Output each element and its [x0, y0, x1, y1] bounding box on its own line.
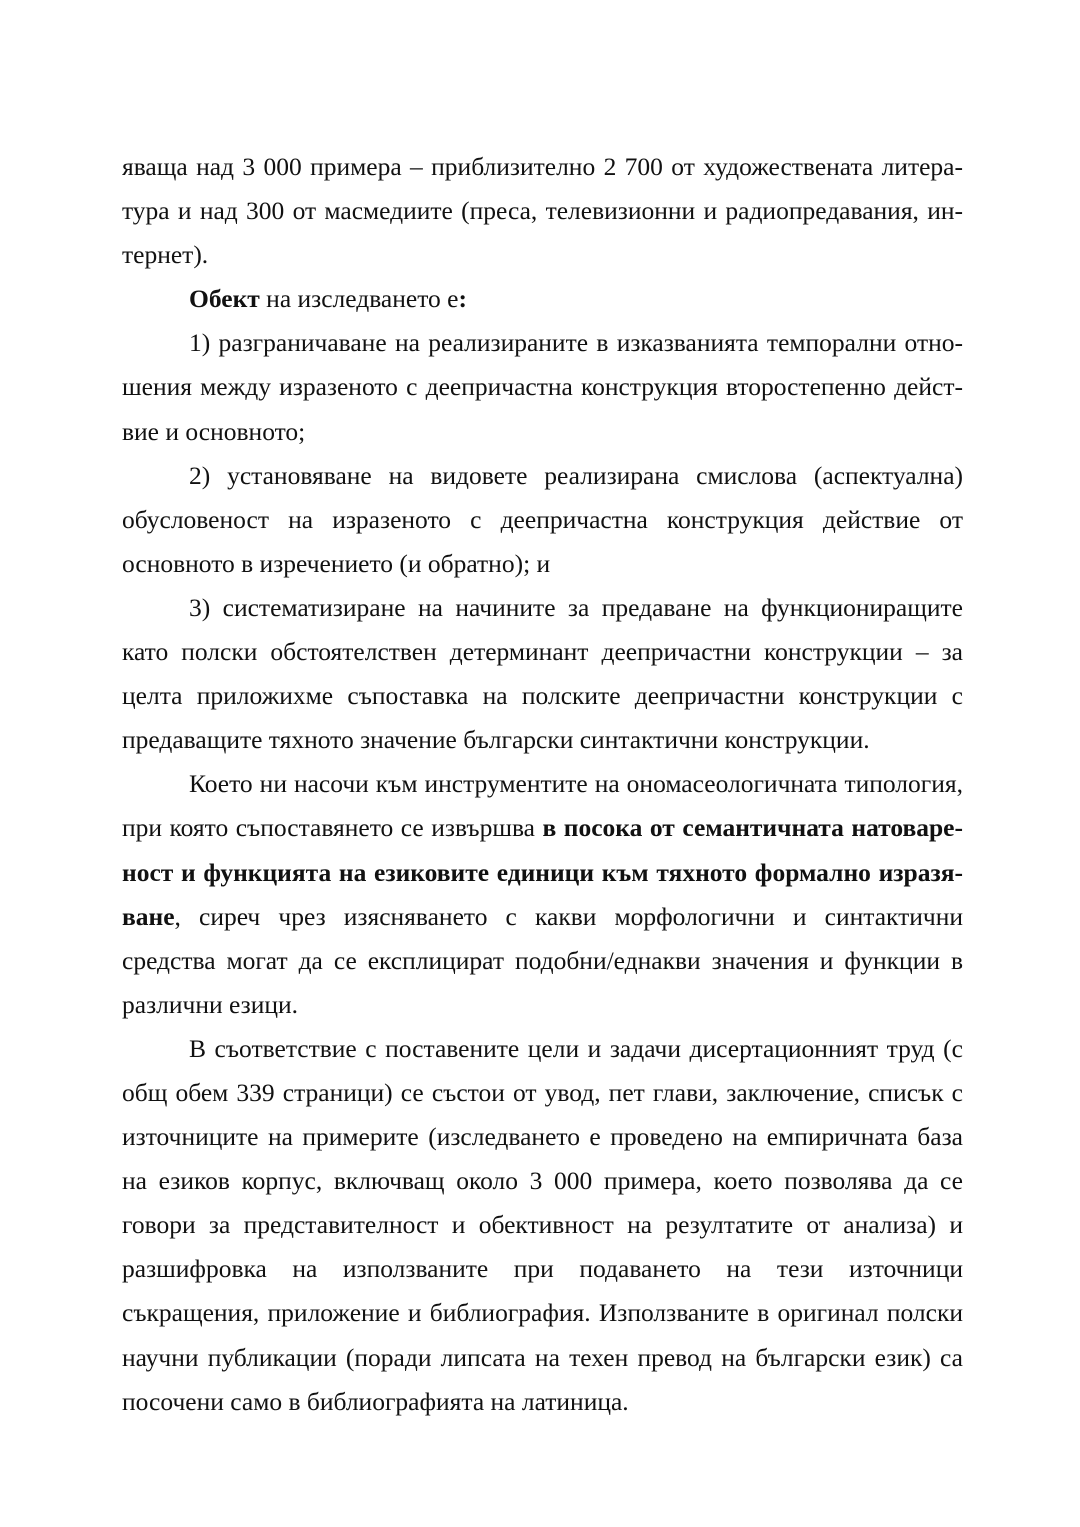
- list-item-1: 1) разграничаване на реализираните в изказванията темпорални отношения между изразеното с деепричастна конструкция второстепенно действие и основното;: [122, 328, 963, 446]
- research-object-colon: :: [458, 284, 467, 314]
- paragraph-onomasiology: [122, 762, 963, 1027]
- paragraph-dissertation-structure: В съответствие с поставените цели и задачи дисертационният труд (с общ обем 339 страници) се състои от увод, пет глави, заключение, списък с източниците на примерите (изследването е проведено на емпиричната база на езиков корпус, включващ около 3 000 примера, което позволява да се говори за представителност и обективност на резултатите от анализа) и разшифровка на използваните при подаването на тези източници съкращения, приложение и библиография. Използваните в оригинал полски научни публикации (поради липсата на техен превод на български език) са посочени само в библиографията на латиница.: [122, 1033, 963, 1416]
- research-object-label: Обект: [189, 284, 260, 314]
- document-page: [122, 145, 963, 1424]
- research-object-text: на изследването е: [259, 284, 459, 314]
- onomasiology-text-end: , сиреч чрез изясняването с какви морфологични и синтактични средства могат да се експлицират подобни/еднакви значения и функции в различни езици.: [122, 901, 963, 1019]
- list-item-2: 2) установяване на видовете реализирана смислова (аспектуална) обусловеност на изразеното с деепричастна конструкция действие от основното в изречението (и обратно); и: [122, 460, 963, 578]
- paragraph-research-object: [122, 277, 963, 321]
- onomasiology-text-start: Което ни насочи към инструментите на ономасеологичната типология, при която съпоставянето се извършва: [122, 769, 963, 843]
- onomasiology-emphasis: в посока от семантичната натовареност и функцията на езиковите единици към тяхното формално изразяване: [122, 813, 963, 931]
- list-item-3: 3) систематизиране на начините за предаване на функциониращите като полски обстоятелствен детерминант деепричастни конструкции – за целта приложихме съпоставка на полските деепричастни конструкции с предаващите тяхното значение български синтактични конструкции.: [122, 592, 963, 755]
- paragraph-corpus-continuation: яваща над 3 000 примера – приблизително 2 700 от художествената литература и над 300 от масмедиите (преса, телевизионни и радиопредавания, интернет).: [122, 152, 963, 270]
